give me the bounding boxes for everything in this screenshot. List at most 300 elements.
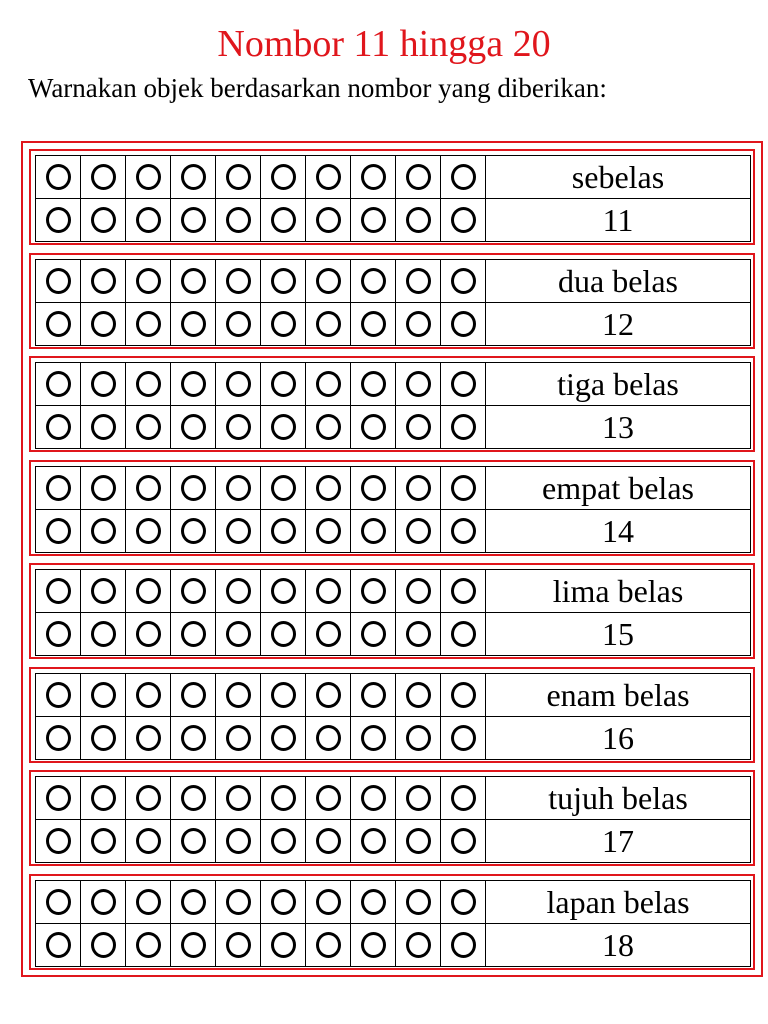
circle-grid bbox=[35, 880, 751, 967]
colorable-circle[interactable] bbox=[136, 371, 161, 397]
colorable-circle[interactable] bbox=[316, 518, 341, 544]
colorable-circle[interactable] bbox=[181, 725, 206, 751]
colorable-circle[interactable] bbox=[451, 621, 476, 647]
colorable-circle[interactable] bbox=[361, 268, 386, 294]
circle-cell bbox=[36, 510, 81, 553]
colorable-circle[interactable] bbox=[226, 164, 251, 190]
colorable-circle[interactable] bbox=[451, 371, 476, 397]
colorable-circle[interactable] bbox=[91, 518, 116, 544]
colorable-circle[interactable] bbox=[451, 828, 476, 854]
colorable-circle[interactable] bbox=[226, 932, 251, 958]
colorable-circle[interactable] bbox=[451, 578, 476, 604]
colorable-circle[interactable] bbox=[181, 207, 206, 233]
colorable-circle[interactable] bbox=[91, 578, 116, 604]
colorable-circle[interactable] bbox=[271, 371, 296, 397]
colorable-circle[interactable] bbox=[46, 164, 71, 190]
colorable-circle[interactable] bbox=[406, 932, 431, 958]
circle-cell bbox=[216, 613, 261, 656]
circle-cell bbox=[126, 674, 171, 717]
circle-cell bbox=[171, 467, 216, 510]
circle-cell bbox=[216, 363, 261, 406]
circle-cell bbox=[171, 156, 216, 199]
colorable-circle[interactable] bbox=[316, 207, 341, 233]
circle-cell bbox=[396, 363, 441, 406]
circle-cell bbox=[261, 570, 306, 613]
circle-cell bbox=[351, 777, 396, 820]
number-group bbox=[29, 770, 755, 866]
instruction-text: Warnakan objek berdasarkan nombor yang diberikan: bbox=[28, 73, 607, 103]
colorable-circle[interactable] bbox=[271, 932, 296, 958]
circle-cell bbox=[171, 820, 216, 863]
circle-cell bbox=[171, 199, 216, 242]
circle-cell bbox=[261, 363, 306, 406]
circle-cell bbox=[351, 467, 396, 510]
numeral-label: 17 bbox=[486, 820, 751, 863]
colorable-circle[interactable] bbox=[406, 725, 431, 751]
circle-cell bbox=[396, 406, 441, 449]
circle-cell bbox=[216, 260, 261, 303]
colorable-circle[interactable] bbox=[181, 828, 206, 854]
circle-grid bbox=[35, 155, 751, 242]
colorable-circle[interactable] bbox=[136, 785, 161, 811]
colorable-circle[interactable] bbox=[316, 414, 341, 440]
colorable-circle[interactable] bbox=[271, 268, 296, 294]
circle-cell bbox=[351, 363, 396, 406]
circle-cell bbox=[306, 467, 351, 510]
colorable-circle[interactable] bbox=[451, 207, 476, 233]
circle-grid bbox=[35, 466, 751, 553]
colorable-circle[interactable] bbox=[361, 828, 386, 854]
word-row bbox=[36, 363, 751, 406]
colorable-circle[interactable] bbox=[181, 889, 206, 915]
circle-cell bbox=[126, 303, 171, 346]
colorable-circle[interactable] bbox=[91, 785, 116, 811]
colorable-circle[interactable] bbox=[46, 371, 71, 397]
colorable-circle[interactable] bbox=[451, 414, 476, 440]
colorable-circle[interactable] bbox=[136, 268, 161, 294]
colorable-circle[interactable] bbox=[136, 621, 161, 647]
colorable-circle[interactable] bbox=[226, 371, 251, 397]
circle-cell bbox=[306, 924, 351, 967]
colorable-circle[interactable] bbox=[271, 828, 296, 854]
colorable-circle[interactable] bbox=[271, 207, 296, 233]
colorable-circle[interactable] bbox=[406, 414, 431, 440]
circle-cell bbox=[351, 717, 396, 760]
colorable-circle[interactable] bbox=[361, 164, 386, 190]
numeral-label: 11 bbox=[486, 199, 751, 242]
circle-cell bbox=[441, 820, 486, 863]
colorable-circle[interactable] bbox=[46, 889, 71, 915]
circle-cell bbox=[81, 820, 126, 863]
colorable-circle[interactable] bbox=[181, 932, 206, 958]
circle-cell bbox=[171, 924, 216, 967]
colorable-circle[interactable] bbox=[46, 578, 71, 604]
circle-cell bbox=[171, 406, 216, 449]
colorable-circle[interactable] bbox=[406, 828, 431, 854]
colorable-circle[interactable] bbox=[316, 932, 341, 958]
circle-cell bbox=[171, 303, 216, 346]
circle-cell bbox=[261, 613, 306, 656]
colorable-circle[interactable] bbox=[226, 889, 251, 915]
circle-cell bbox=[396, 717, 441, 760]
circle-cell bbox=[396, 820, 441, 863]
word-row bbox=[36, 260, 751, 303]
colorable-circle[interactable] bbox=[316, 578, 341, 604]
circle-grid bbox=[35, 569, 751, 656]
circle-cell bbox=[261, 260, 306, 303]
colorable-circle[interactable] bbox=[181, 268, 206, 294]
colorable-circle[interactable] bbox=[181, 682, 206, 708]
circle-cell bbox=[126, 820, 171, 863]
colorable-circle[interactable] bbox=[46, 207, 71, 233]
circle-cell bbox=[351, 613, 396, 656]
colorable-circle[interactable] bbox=[271, 578, 296, 604]
colorable-circle[interactable] bbox=[406, 621, 431, 647]
colorable-circle[interactable] bbox=[226, 207, 251, 233]
circle-cell bbox=[351, 199, 396, 242]
circle-cell bbox=[81, 467, 126, 510]
circle-cell bbox=[261, 777, 306, 820]
colorable-circle[interactable] bbox=[226, 518, 251, 544]
colorable-circle[interactable] bbox=[361, 475, 386, 501]
circle-cell bbox=[351, 406, 396, 449]
circle-cell bbox=[36, 570, 81, 613]
colorable-circle[interactable] bbox=[271, 725, 296, 751]
colorable-circle[interactable] bbox=[46, 932, 71, 958]
colorable-circle[interactable] bbox=[136, 475, 161, 501]
circle-cell bbox=[126, 510, 171, 553]
colorable-circle[interactable] bbox=[46, 621, 71, 647]
circle-cell bbox=[441, 156, 486, 199]
circle-cell bbox=[261, 924, 306, 967]
colorable-circle[interactable] bbox=[181, 785, 206, 811]
colorable-circle[interactable] bbox=[136, 311, 161, 337]
colorable-circle[interactable] bbox=[91, 164, 116, 190]
circle-cell bbox=[171, 613, 216, 656]
circle-cell bbox=[306, 674, 351, 717]
colorable-circle[interactable] bbox=[46, 414, 71, 440]
colorable-circle[interactable] bbox=[271, 889, 296, 915]
circle-cell bbox=[261, 156, 306, 199]
circle-cell bbox=[441, 570, 486, 613]
colorable-circle[interactable] bbox=[361, 725, 386, 751]
circle-cell bbox=[216, 303, 261, 346]
colorable-circle[interactable] bbox=[46, 311, 71, 337]
numeral-label: 18 bbox=[486, 924, 751, 967]
circle-cell bbox=[396, 303, 441, 346]
colorable-circle[interactable] bbox=[136, 518, 161, 544]
colorable-circle[interactable] bbox=[316, 725, 341, 751]
number-group bbox=[29, 356, 755, 452]
colorable-circle[interactable] bbox=[181, 311, 206, 337]
circle-cell bbox=[36, 674, 81, 717]
colorable-circle[interactable] bbox=[46, 828, 71, 854]
colorable-circle[interactable] bbox=[406, 207, 431, 233]
circle-cell bbox=[261, 717, 306, 760]
numeral-label: 14 bbox=[486, 510, 751, 553]
number-word-label: lapan belas bbox=[486, 881, 751, 924]
colorable-circle[interactable] bbox=[226, 785, 251, 811]
word-row bbox=[36, 674, 751, 717]
numeral-row bbox=[36, 510, 751, 553]
circle-cell bbox=[126, 406, 171, 449]
colorable-circle[interactable] bbox=[406, 311, 431, 337]
colorable-circle[interactable] bbox=[91, 475, 116, 501]
colorable-circle[interactable] bbox=[361, 889, 386, 915]
number-word-label: tiga belas bbox=[486, 363, 751, 406]
colorable-circle[interactable] bbox=[136, 932, 161, 958]
circle-cell bbox=[351, 820, 396, 863]
circle-cell bbox=[441, 613, 486, 656]
colorable-circle[interactable] bbox=[316, 475, 341, 501]
colorable-circle[interactable] bbox=[181, 578, 206, 604]
colorable-circle[interactable] bbox=[181, 518, 206, 544]
circle-cell bbox=[81, 674, 126, 717]
colorable-circle[interactable] bbox=[46, 518, 71, 544]
circle-cell bbox=[306, 613, 351, 656]
circle-cell bbox=[306, 570, 351, 613]
number-word-label: dua belas bbox=[486, 260, 751, 303]
number-group bbox=[29, 460, 755, 556]
circle-cell bbox=[216, 717, 261, 760]
page-title: Nombor 11 hingga 20 bbox=[217, 23, 551, 65]
colorable-circle[interactable] bbox=[136, 682, 161, 708]
colorable-circle[interactable] bbox=[451, 311, 476, 337]
colorable-circle[interactable] bbox=[451, 889, 476, 915]
circle-cell bbox=[306, 363, 351, 406]
colorable-circle[interactable] bbox=[271, 518, 296, 544]
colorable-circle[interactable] bbox=[361, 785, 386, 811]
circle-cell bbox=[216, 570, 261, 613]
colorable-circle[interactable] bbox=[136, 414, 161, 440]
circle-cell bbox=[36, 881, 81, 924]
colorable-circle[interactable] bbox=[91, 207, 116, 233]
colorable-circle[interactable] bbox=[181, 414, 206, 440]
circle-grid bbox=[35, 259, 751, 346]
colorable-circle[interactable] bbox=[271, 164, 296, 190]
colorable-circle[interactable] bbox=[406, 518, 431, 544]
circle-cell bbox=[81, 199, 126, 242]
circle-cell bbox=[441, 406, 486, 449]
number-word-label: empat belas bbox=[486, 467, 751, 510]
number-group bbox=[29, 667, 755, 763]
circle-cell bbox=[351, 260, 396, 303]
colorable-circle[interactable] bbox=[451, 725, 476, 751]
colorable-circle[interactable] bbox=[316, 828, 341, 854]
colorable-circle[interactable] bbox=[226, 828, 251, 854]
circle-cell bbox=[351, 156, 396, 199]
colorable-circle[interactable] bbox=[451, 475, 476, 501]
circle-cell bbox=[261, 199, 306, 242]
colorable-circle[interactable] bbox=[181, 475, 206, 501]
colorable-circle[interactable] bbox=[361, 621, 386, 647]
colorable-circle[interactable] bbox=[136, 578, 161, 604]
circle-cell bbox=[126, 199, 171, 242]
circle-cell bbox=[396, 924, 441, 967]
circle-cell bbox=[441, 303, 486, 346]
circle-cell bbox=[306, 156, 351, 199]
circle-cell bbox=[306, 717, 351, 760]
colorable-circle[interactable] bbox=[181, 371, 206, 397]
number-word-label: enam belas bbox=[486, 674, 751, 717]
colorable-circle[interactable] bbox=[181, 621, 206, 647]
colorable-circle[interactable] bbox=[316, 889, 341, 915]
colorable-circle[interactable] bbox=[226, 621, 251, 647]
circle-cell bbox=[81, 303, 126, 346]
circle-cell bbox=[306, 199, 351, 242]
circle-cell bbox=[216, 199, 261, 242]
circle-cell bbox=[36, 820, 81, 863]
circle-cell bbox=[351, 303, 396, 346]
colorable-circle[interactable] bbox=[226, 475, 251, 501]
numeral-row bbox=[36, 199, 751, 242]
circle-cell bbox=[396, 510, 441, 553]
circle-cell bbox=[81, 717, 126, 760]
colorable-circle[interactable] bbox=[91, 828, 116, 854]
colorable-circle[interactable] bbox=[46, 682, 71, 708]
circle-cell bbox=[351, 674, 396, 717]
colorable-circle[interactable] bbox=[271, 785, 296, 811]
colorable-circle[interactable] bbox=[46, 785, 71, 811]
circle-cell bbox=[126, 156, 171, 199]
colorable-circle[interactable] bbox=[46, 725, 71, 751]
colorable-circle[interactable] bbox=[361, 932, 386, 958]
word-row bbox=[36, 881, 751, 924]
circle-cell bbox=[126, 717, 171, 760]
circle-cell bbox=[126, 467, 171, 510]
circle-cell bbox=[36, 260, 81, 303]
colorable-circle[interactable] bbox=[316, 268, 341, 294]
colorable-circle[interactable] bbox=[91, 311, 116, 337]
circle-cell bbox=[171, 674, 216, 717]
circle-cell bbox=[441, 777, 486, 820]
circle-cell bbox=[171, 260, 216, 303]
circle-cell bbox=[81, 570, 126, 613]
circle-cell bbox=[81, 363, 126, 406]
colorable-circle[interactable] bbox=[136, 207, 161, 233]
colorable-circle[interactable] bbox=[226, 725, 251, 751]
circle-grid bbox=[35, 362, 751, 449]
colorable-circle[interactable] bbox=[451, 932, 476, 958]
colorable-circle[interactable] bbox=[316, 371, 341, 397]
colorable-circle[interactable] bbox=[181, 164, 206, 190]
colorable-circle[interactable] bbox=[361, 311, 386, 337]
colorable-circle[interactable] bbox=[361, 207, 386, 233]
circle-cell bbox=[441, 924, 486, 967]
colorable-circle[interactable] bbox=[406, 889, 431, 915]
circle-cell bbox=[126, 363, 171, 406]
colorable-circle[interactable] bbox=[361, 414, 386, 440]
colorable-circle[interactable] bbox=[316, 311, 341, 337]
colorable-circle[interactable] bbox=[316, 682, 341, 708]
colorable-circle[interactable] bbox=[271, 621, 296, 647]
colorable-circle[interactable] bbox=[91, 725, 116, 751]
numeral-row bbox=[36, 406, 751, 449]
colorable-circle[interactable] bbox=[226, 682, 251, 708]
colorable-circle[interactable] bbox=[361, 371, 386, 397]
colorable-circle[interactable] bbox=[271, 682, 296, 708]
colorable-circle[interactable] bbox=[271, 311, 296, 337]
circle-cell bbox=[261, 510, 306, 553]
colorable-circle[interactable] bbox=[316, 621, 341, 647]
colorable-circle[interactable] bbox=[91, 932, 116, 958]
colorable-circle[interactable] bbox=[406, 578, 431, 604]
circle-cell bbox=[126, 777, 171, 820]
colorable-circle[interactable] bbox=[91, 621, 116, 647]
circle-cell bbox=[171, 717, 216, 760]
colorable-circle[interactable] bbox=[46, 268, 71, 294]
number-word-label: lima belas bbox=[486, 570, 751, 613]
colorable-circle[interactable] bbox=[136, 828, 161, 854]
colorable-circle[interactable] bbox=[91, 268, 116, 294]
colorable-circle[interactable] bbox=[316, 164, 341, 190]
circle-cell bbox=[36, 303, 81, 346]
circle-cell bbox=[261, 467, 306, 510]
colorable-circle[interactable] bbox=[451, 164, 476, 190]
colorable-circle[interactable] bbox=[91, 414, 116, 440]
colorable-circle[interactable] bbox=[316, 785, 341, 811]
colorable-circle[interactable] bbox=[226, 311, 251, 337]
colorable-circle[interactable] bbox=[406, 371, 431, 397]
circle-cell bbox=[81, 406, 126, 449]
colorable-circle[interactable] bbox=[406, 682, 431, 708]
colorable-circle[interactable] bbox=[226, 578, 251, 604]
circle-cell bbox=[306, 777, 351, 820]
colorable-circle[interactable] bbox=[226, 268, 251, 294]
circle-cell bbox=[81, 924, 126, 967]
colorable-circle[interactable] bbox=[406, 164, 431, 190]
colorable-circle[interactable] bbox=[91, 682, 116, 708]
circle-cell bbox=[441, 260, 486, 303]
circle-cell bbox=[261, 406, 306, 449]
colorable-circle[interactable] bbox=[361, 682, 386, 708]
circle-cell bbox=[396, 881, 441, 924]
colorable-circle[interactable] bbox=[361, 578, 386, 604]
colorable-circle[interactable] bbox=[91, 889, 116, 915]
colorable-circle[interactable] bbox=[406, 475, 431, 501]
circle-cell bbox=[36, 467, 81, 510]
colorable-circle[interactable] bbox=[451, 268, 476, 294]
circle-cell bbox=[441, 674, 486, 717]
circle-cell bbox=[36, 363, 81, 406]
circle-cell bbox=[396, 156, 441, 199]
circle-cell bbox=[126, 881, 171, 924]
numeral-label: 12 bbox=[486, 303, 751, 346]
colorable-circle[interactable] bbox=[271, 414, 296, 440]
circle-cell bbox=[396, 199, 441, 242]
colorable-circle[interactable] bbox=[136, 725, 161, 751]
colorable-circle[interactable] bbox=[91, 371, 116, 397]
colorable-circle[interactable] bbox=[226, 414, 251, 440]
colorable-circle[interactable] bbox=[451, 785, 476, 811]
colorable-circle[interactable] bbox=[451, 518, 476, 544]
colorable-circle[interactable] bbox=[406, 785, 431, 811]
circle-cell bbox=[306, 510, 351, 553]
circle-cell bbox=[396, 260, 441, 303]
colorable-circle[interactable] bbox=[46, 475, 71, 501]
number-group bbox=[29, 253, 755, 349]
colorable-circle[interactable] bbox=[136, 164, 161, 190]
colorable-circle[interactable] bbox=[406, 268, 431, 294]
circle-grid bbox=[35, 776, 751, 863]
circle-cell bbox=[126, 613, 171, 656]
colorable-circle[interactable] bbox=[361, 518, 386, 544]
circle-cell bbox=[81, 613, 126, 656]
circle-cell bbox=[36, 406, 81, 449]
colorable-circle[interactable] bbox=[451, 682, 476, 708]
colorable-circle[interactable] bbox=[271, 475, 296, 501]
colorable-circle[interactable] bbox=[136, 889, 161, 915]
